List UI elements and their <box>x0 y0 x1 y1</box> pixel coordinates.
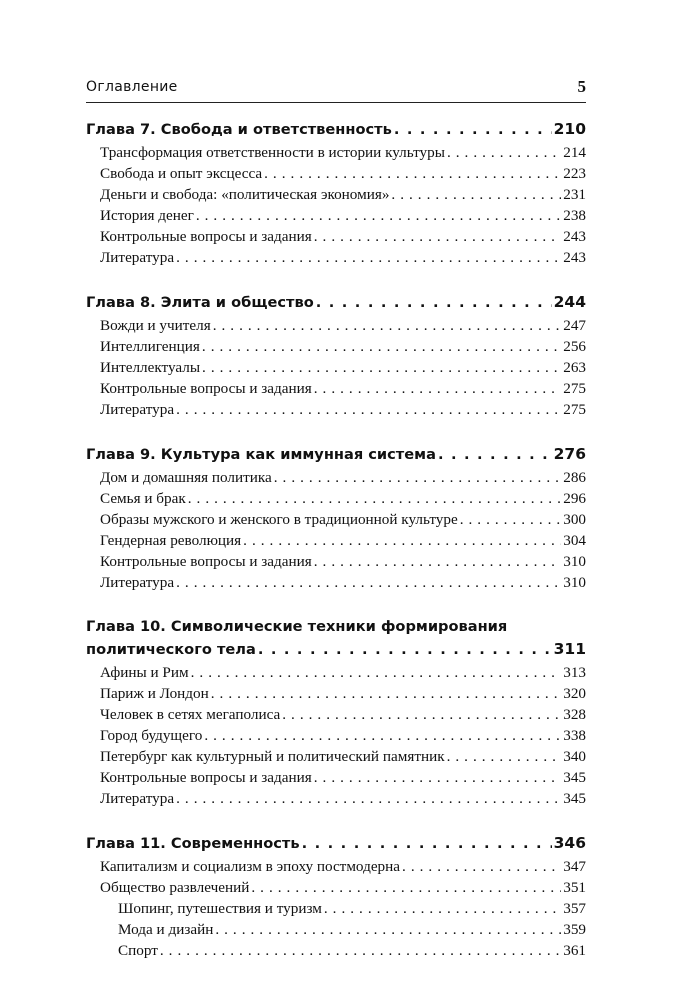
entry-page: 275 <box>563 401 586 418</box>
table-of-contents <box>86 120 586 986</box>
entry-title: Литература <box>100 790 175 807</box>
entry-page: 231 <box>563 186 586 203</box>
chapter-title: Глава 8. Элита и общество <box>86 294 314 311</box>
chapter-title-line2: политического тела <box>86 641 256 658</box>
entry-title: Литература <box>100 249 175 266</box>
toc-entry[interactable] <box>86 186 586 207</box>
entry-page: 286 <box>563 469 586 486</box>
entry-page: 351 <box>563 879 586 896</box>
dot-leader <box>202 359 561 377</box>
dot-leader <box>215 921 561 939</box>
dot-leader <box>394 121 552 138</box>
entry-title: Общество развлечений <box>100 879 250 896</box>
dot-leader <box>316 294 552 311</box>
dot-leader <box>196 207 561 225</box>
dot-leader <box>447 748 562 766</box>
entry-title: Мода и дизайн <box>118 921 214 938</box>
entry-page: 320 <box>563 685 586 702</box>
entry-title: Спорт <box>118 942 158 959</box>
toc-entry[interactable] <box>86 511 586 532</box>
entry-title: Контрольные вопросы и задания <box>100 553 312 570</box>
entry-page: 338 <box>563 727 586 744</box>
entry-title: Контрольные вопросы и задания <box>100 769 312 786</box>
toc-entry[interactable] <box>86 685 586 706</box>
running-title: Оглавление <box>86 79 178 95</box>
dot-leader <box>302 835 552 852</box>
entry-page: 300 <box>563 511 586 528</box>
chapter-page: 311 <box>553 640 586 658</box>
chapter-heading[interactable] <box>86 120 586 144</box>
entry-title: Деньги и свобода: «политическая экономия» <box>100 186 390 203</box>
entry-page: 247 <box>563 317 586 334</box>
dot-leader <box>447 144 561 162</box>
toc-entry[interactable] <box>86 490 586 511</box>
dot-leader <box>251 879 561 897</box>
chapter-7 <box>86 120 586 270</box>
toc-entry[interactable] <box>86 574 586 595</box>
dot-leader <box>402 858 561 876</box>
chapter-page: 210 <box>553 120 586 138</box>
chapter-title: Глава 11. Современность <box>86 835 300 852</box>
entry-page: 361 <box>563 942 586 959</box>
entry-page: 304 <box>563 532 586 549</box>
entry-page: 313 <box>563 664 586 681</box>
chapter-heading[interactable] <box>86 834 586 858</box>
entry-page: 357 <box>563 900 586 917</box>
entry-page: 310 <box>563 574 586 591</box>
entry-title: Город будущего <box>100 727 203 744</box>
entry-page: 238 <box>563 207 586 224</box>
entry-title: Дом и домашняя политика <box>100 469 272 486</box>
toc-entry[interactable] <box>86 706 586 727</box>
entry-title: Интеллигенция <box>100 338 200 355</box>
entry-title: Контрольные вопросы и задания <box>100 228 312 245</box>
dot-leader <box>438 446 552 463</box>
dot-leader <box>191 664 562 682</box>
toc-entry[interactable] <box>86 249 586 270</box>
toc-entry[interactable] <box>86 858 586 879</box>
chapter-title: Глава 9. Культура как иммунная система <box>86 446 436 463</box>
entry-page: 214 <box>563 144 586 161</box>
entry-page: 359 <box>563 921 586 938</box>
toc-entry[interactable] <box>86 317 586 338</box>
dot-leader <box>176 574 561 592</box>
entry-page: 223 <box>563 165 586 182</box>
entry-title: Гендерная революция <box>100 532 242 549</box>
toc-subentry[interactable] <box>86 942 586 963</box>
toc-entry[interactable] <box>86 165 586 186</box>
dot-leader <box>460 511 562 529</box>
dot-leader <box>160 942 561 960</box>
entry-title: Литература <box>100 574 175 591</box>
chapter-heading[interactable] <box>86 445 586 469</box>
entry-page: 347 <box>563 858 586 875</box>
entry-page: 263 <box>563 359 586 376</box>
dot-leader <box>391 186 561 204</box>
entry-page: 256 <box>563 338 586 355</box>
dot-leader <box>176 790 561 808</box>
toc-entry[interactable] <box>86 228 586 249</box>
dot-leader <box>324 900 561 918</box>
dot-leader <box>282 706 561 724</box>
toc-entry[interactable] <box>86 553 586 574</box>
entry-title: Семья и брак <box>100 490 186 507</box>
toc-subentry[interactable] <box>86 921 586 942</box>
entry-title: Вожди и учителя <box>100 317 211 334</box>
dot-leader <box>314 228 561 246</box>
entry-page: 243 <box>563 228 586 245</box>
toc-entry[interactable] <box>86 359 586 380</box>
entry-title: Трансформация ответственности в истории культуры <box>100 144 445 161</box>
dot-leader <box>204 727 561 745</box>
chapter-11 <box>86 834 586 963</box>
dot-leader <box>274 469 561 487</box>
entry-page: 296 <box>563 490 586 507</box>
entry-page: 345 <box>563 790 586 807</box>
toc-entry[interactable] <box>86 664 586 685</box>
toc-entry[interactable] <box>86 879 586 900</box>
dot-leader <box>314 553 561 571</box>
chapter-page: 276 <box>553 445 586 463</box>
entry-title: Капитализм и социализм в эпоху постмодерна <box>100 858 401 875</box>
dot-leader <box>202 338 561 356</box>
toc-entry[interactable] <box>86 790 586 811</box>
dot-leader <box>188 490 561 508</box>
entry-title: Петербург как культурный и политический памятник <box>100 748 445 765</box>
entry-title: Интеллектуалы <box>100 359 201 376</box>
dot-leader <box>264 165 561 183</box>
dot-leader <box>314 380 561 398</box>
toc-entry[interactable] <box>86 532 586 553</box>
chapter-title-line1[interactable]: Глава 10. Символические техники формирования <box>86 618 508 635</box>
entry-title: Париж и Лондон <box>100 685 209 702</box>
entry-title: Афины и Рим <box>100 664 189 681</box>
entry-title: Шопинг, путешествия и туризм <box>118 900 322 917</box>
entry-page: 243 <box>563 249 586 266</box>
toc-entry[interactable] <box>86 338 586 359</box>
running-header <box>86 78 586 103</box>
entry-page: 345 <box>563 769 586 786</box>
chapter-heading[interactable] <box>86 640 586 664</box>
toc-entry[interactable] <box>86 769 586 790</box>
toc-entry[interactable] <box>86 727 586 748</box>
entry-title: Образы мужского и женского в традиционной культуре <box>100 511 458 528</box>
entry-page: 310 <box>563 553 586 570</box>
entry-title: Свобода и опыт эксцесса <box>100 165 263 182</box>
chapter-8 <box>86 293 586 422</box>
chapter-heading[interactable] <box>86 293 586 317</box>
entry-page: 328 <box>563 706 586 723</box>
dot-leader <box>176 249 561 267</box>
toc-entry[interactable] <box>86 748 586 769</box>
dot-leader <box>314 769 561 787</box>
page-number: 5 <box>577 77 586 96</box>
toc-entry[interactable] <box>86 401 586 422</box>
dot-leader <box>213 317 562 335</box>
dot-leader <box>176 401 561 419</box>
dot-leader <box>211 685 561 703</box>
toc-entry[interactable] <box>86 207 586 228</box>
dot-leader <box>258 641 552 658</box>
entry-title: Контрольные вопросы и задания <box>100 380 312 397</box>
entry-page: 275 <box>563 380 586 397</box>
chapter-9 <box>86 445 586 595</box>
entry-title: История денег <box>100 207 194 224</box>
chapter-title: Глава 7. Свобода и ответственность <box>86 121 392 138</box>
toc-entry[interactable] <box>86 144 586 165</box>
toc-subentry[interactable] <box>86 900 586 921</box>
toc-entry[interactable] <box>86 380 586 401</box>
entry-page: 340 <box>563 748 586 765</box>
chapter-10 <box>86 618 586 811</box>
chapter-page: 244 <box>553 293 586 311</box>
entry-title: Литература <box>100 401 175 418</box>
chapter-page: 346 <box>553 834 586 852</box>
toc-entry[interactable] <box>86 469 586 490</box>
entry-title: Человек в сетях мегаполиса <box>100 706 281 723</box>
dot-leader <box>243 532 561 550</box>
